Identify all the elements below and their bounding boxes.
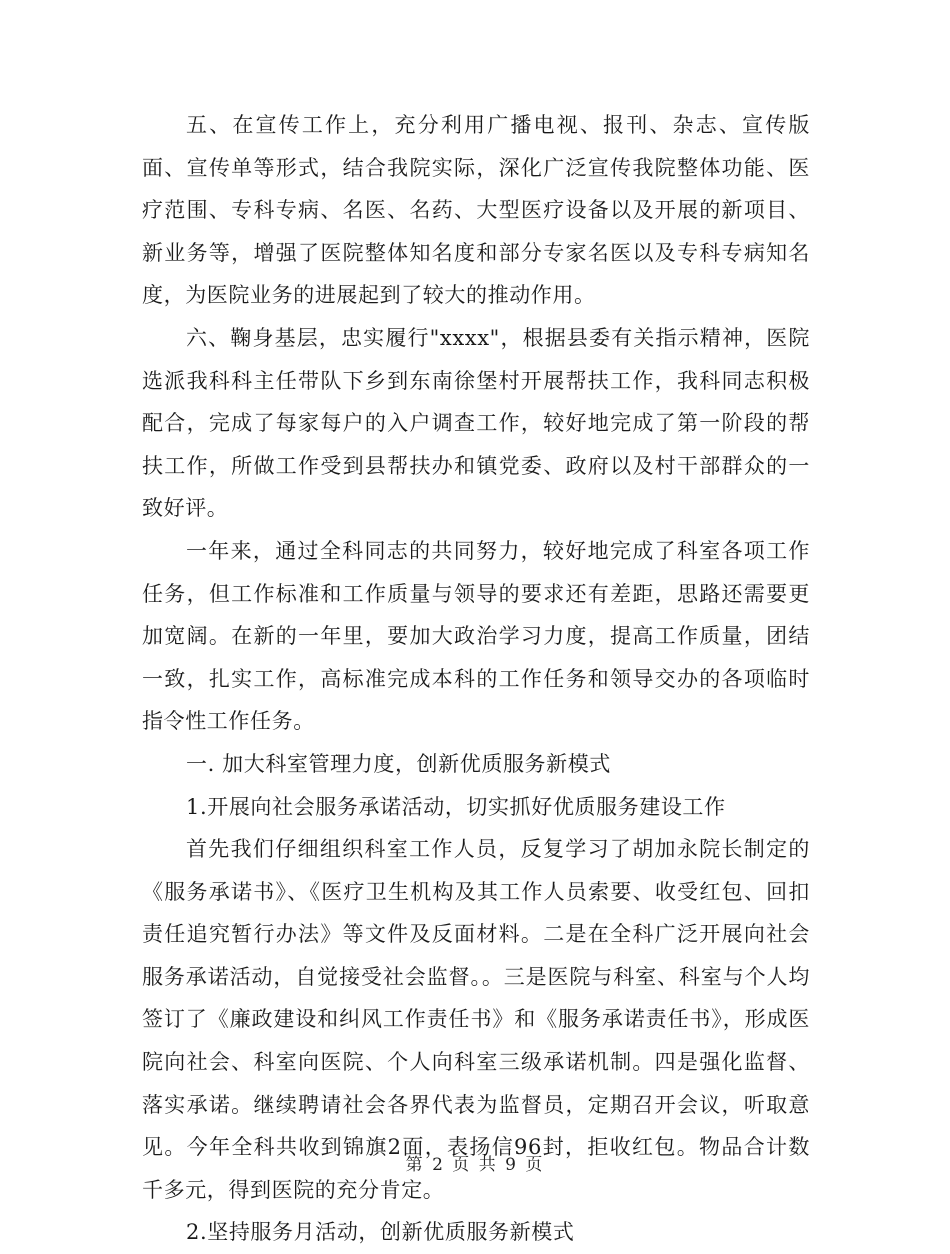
section-heading-management: 一. 加大科室管理力度，创新优质服务新模式: [186, 751, 611, 776]
document-body: [142, 104, 810, 1254]
paragraph-year-summary: 一年来，通过全科同志的共同努力，较好地完成了科室各项工作任务，但工作标准和工作质量与领导的要求还有差距，思路还需要更加宽阔。在新的一年里，要加大政治学习力度，提高工作质量，团结一致，扎实工作，高标准完成本科的工作任务和领导交办的各项临时指令性工作任务。: [142, 538, 810, 734]
paragraph-grassroots: 六、鞠身基层，忠实履行"xxxx"，根据县委有关指示精神，医院选派我科科主任带队下乡到东南徐堡村开展帮扶工作，我科同志积极配合，完成了每家每户的入户调查工作，较好地完成了第一阶段的帮扶工作，所做工作受到县帮扶办和镇党委、政府以及村干部群众的一致好评。: [142, 325, 810, 521]
paragraph-service-commitment: 首先我们仔细组织科室工作人员，反复学习了胡加永院长制定的《服务承诺书》、《医疗卫生机构及其工作人员索要、收受红包、回扣责任追究暂行办法》等文件及反面材料。二是在全科广泛开展向社会服务承诺活动，自觉接受社会监督。。三是医院与科室、科室与个人均签订了《廉政建设和纠风工作责任书》和《服务承诺责任书》，形成医院向社会、科室向医院、个人向科室三级承诺机制。四是强化监督、落实承诺。继续聘请社会各界代表为监督员，定期召开会议，听取意见。今年全科共收到锦旗2面，表扬信96封，拒收红包。物品合计数千多元，得到医院的充分肯定。: [142, 837, 810, 1202]
subheading-service-commitment: 1.开展向社会服务承诺活动，切实抓好优质服务建设工作: [186, 794, 726, 819]
page-number-footer: 第 2 页 共 9 页: [405, 1155, 545, 1175]
paragraph-publicity: 五、在宣传工作上，充分利用广播电视、报刊、杂志、宣传版面、宣传单等形式，结合我院实际，深化广泛宣传我院整体功能、医疗范围、专科专病、名医、名药、大型医疗设备以及开展的新项目、新业务等，增强了医院整体知名度和部分专家名医以及专科专病知名度，为医院业务的进展起到了较大的推动作用。: [142, 113, 810, 308]
subheading-service-month: 2.坚持服务月活动，创新优质服务新模式: [186, 1220, 575, 1245]
